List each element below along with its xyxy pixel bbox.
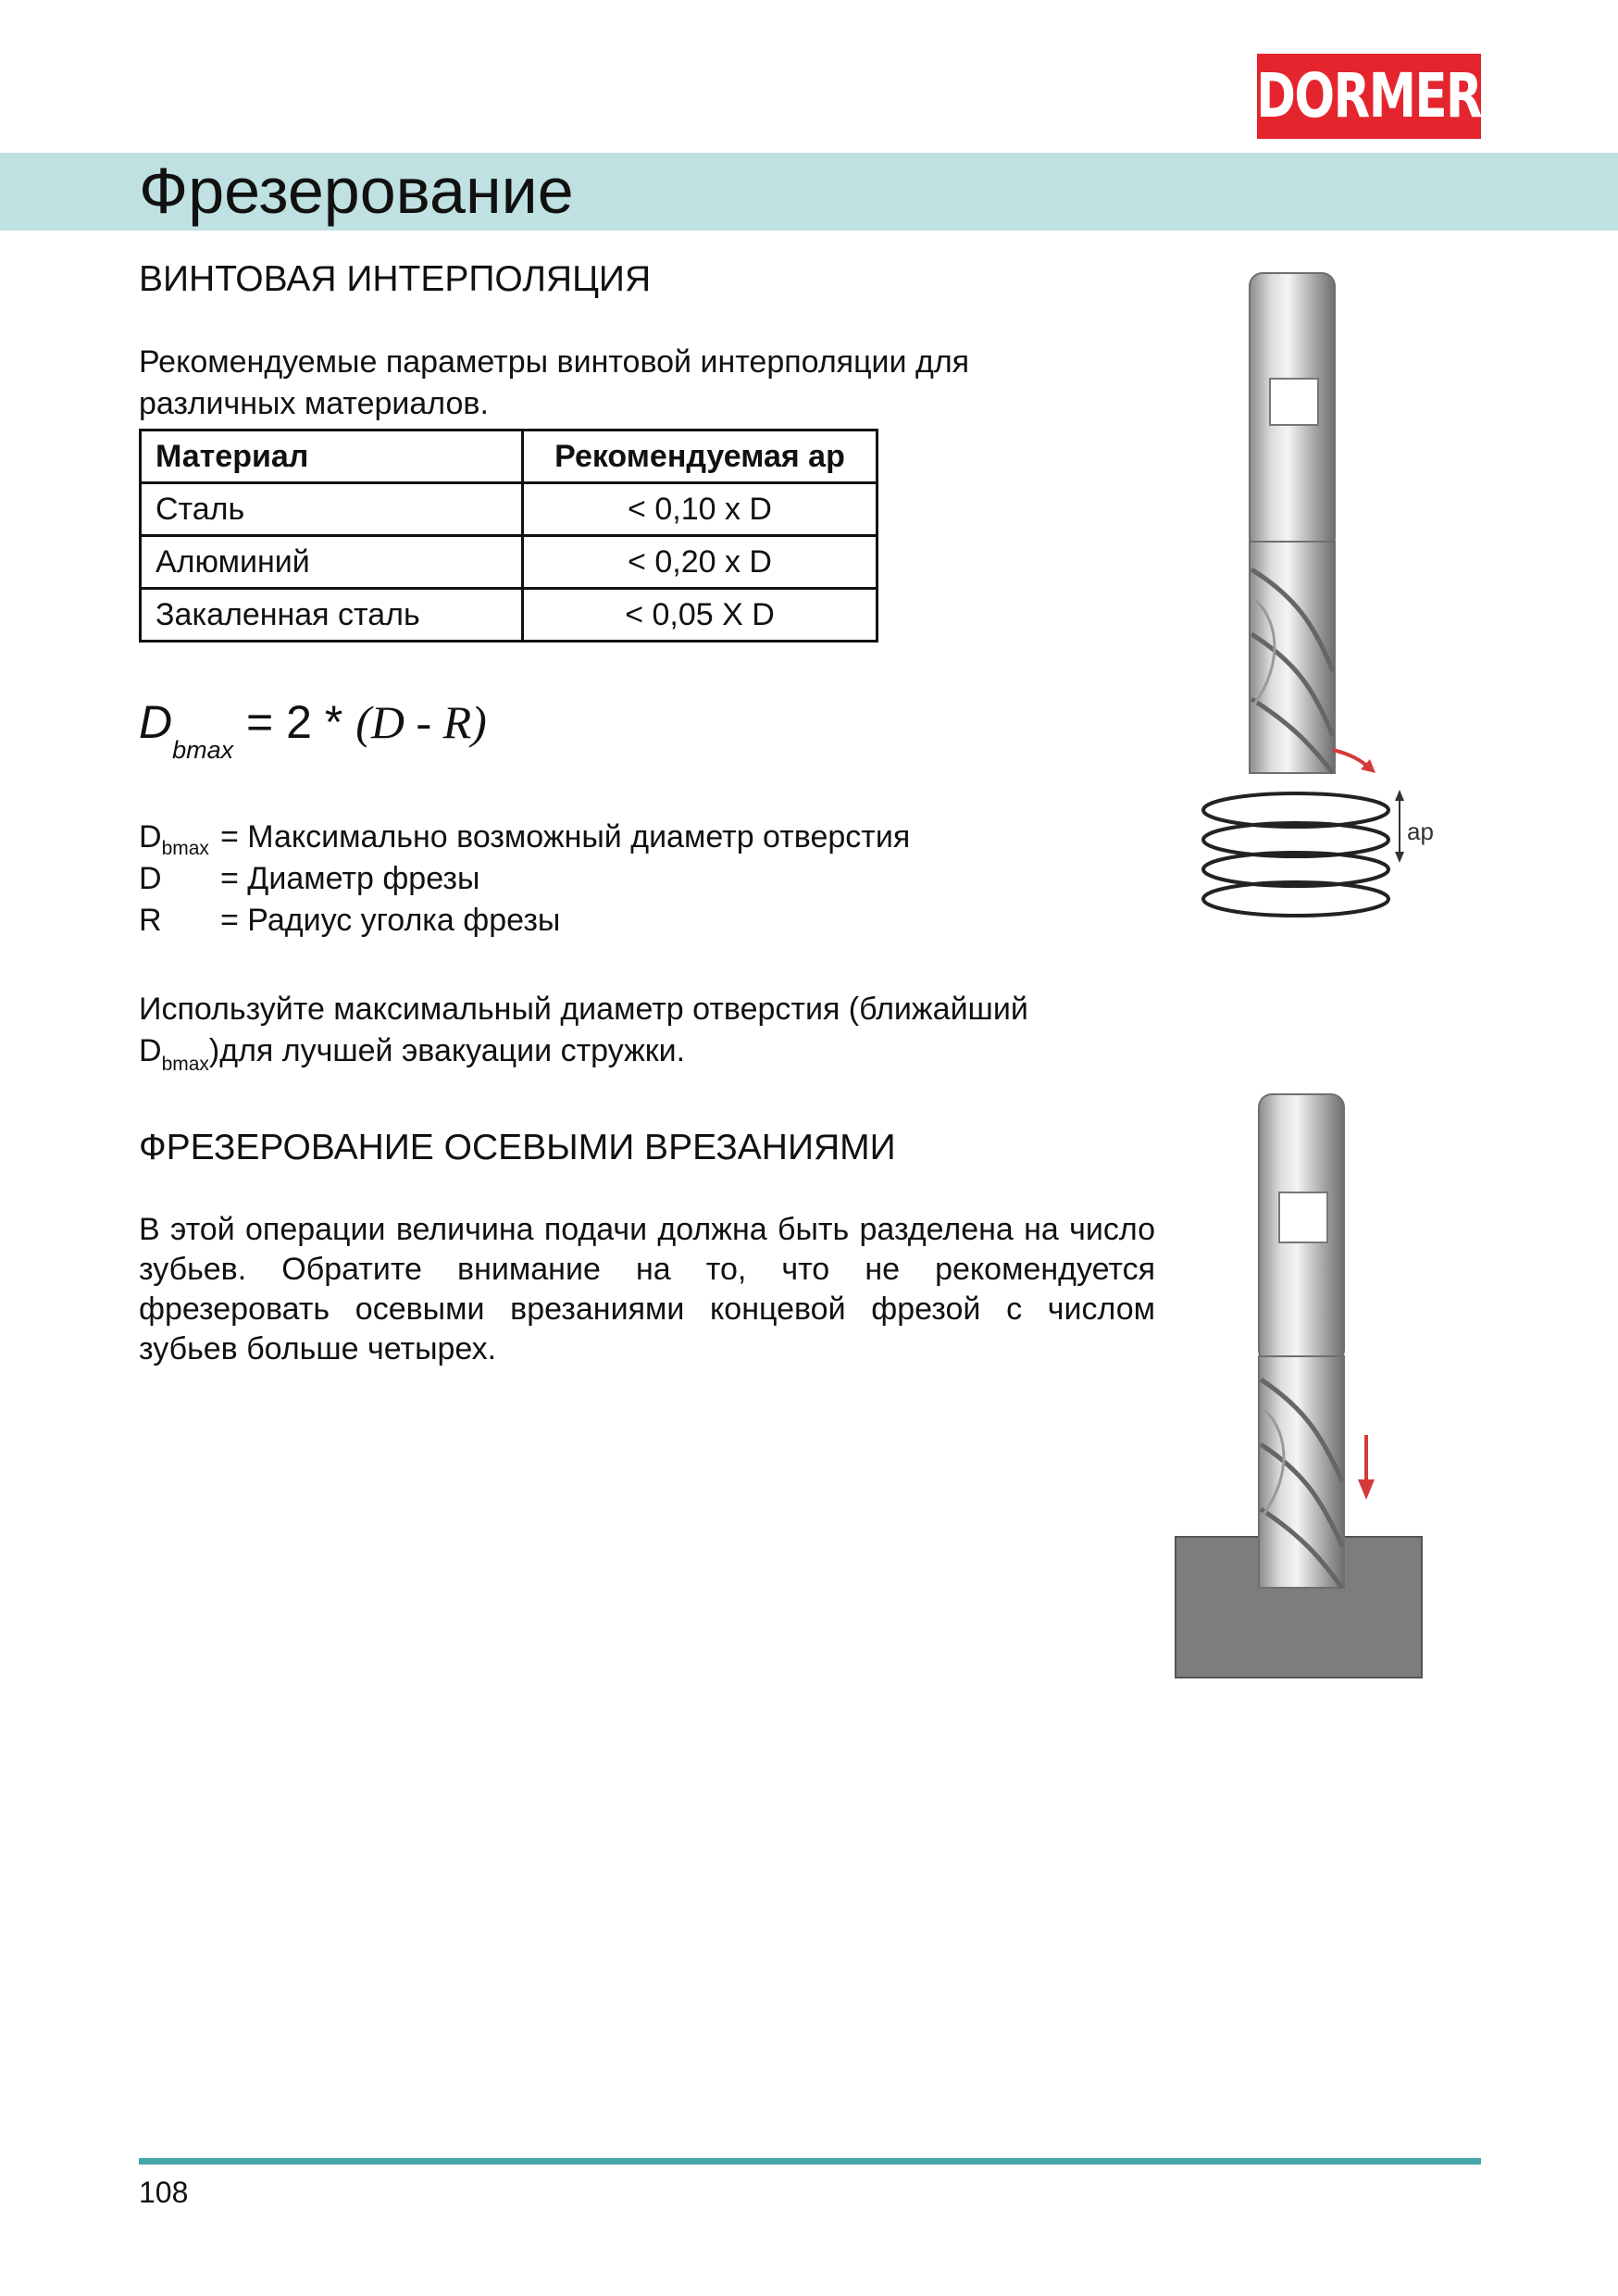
intro-paragraph: Рекомендуемые параметры винтовой интерполяции для различных материалов. xyxy=(139,344,970,421)
legend-row xyxy=(139,858,479,900)
usage-text-part1: Используйте максимальный диаметр отверстия (ближайший xyxy=(139,992,1028,1027)
formula-lhs: D xyxy=(139,696,173,748)
table-cell-material: Сталь xyxy=(141,483,523,536)
table-cell-ap: < 0,20 x D xyxy=(523,536,877,589)
ap-label: ap xyxy=(1407,817,1434,845)
section-title-plunge: ФРЕЗЕРОВАНИЕ ОСЕВЫМИ ВРЕЗАНИЯМИ xyxy=(139,1128,896,1167)
parameters-table xyxy=(139,429,878,643)
page-title: Фрезерование xyxy=(139,155,574,227)
plunge-milling-figure xyxy=(1174,1083,1425,1680)
formula xyxy=(139,690,487,782)
table-row xyxy=(141,536,877,589)
table-cell-material: Закаленная сталь xyxy=(141,589,523,642)
helical-interpolation-figure xyxy=(1194,264,1467,930)
table-header-ap: Рекомендуемая ap xyxy=(523,430,877,483)
legend-row xyxy=(139,900,560,942)
legend-symbol: D xyxy=(139,861,162,896)
table-row xyxy=(141,589,877,642)
usage-symbol: D xyxy=(139,1033,162,1068)
table-cell-ap: < 0,10 x D xyxy=(523,483,877,536)
table-cell-ap: < 0,05 X D xyxy=(523,589,877,642)
dormer-logo xyxy=(1257,54,1481,139)
section-title-helical: ВИНТОВАЯ ИНТЕРПОЛЯЦИЯ xyxy=(139,259,652,299)
formula-rhs: = 2 * xyxy=(246,696,356,748)
footer-rule xyxy=(139,2158,1481,2165)
table-header-material: Материал xyxy=(141,430,523,483)
formula-lhs-sub: bmax xyxy=(172,736,234,764)
legend-symbol: $D_{bmax}$ xyxy=(139,819,209,859)
table-row xyxy=(141,483,877,536)
legend-text: = Максимально возможный диаметр отверстия xyxy=(220,819,911,855)
formula-expression: (D - R) xyxy=(355,696,487,748)
legend-text: = Радиус уголка фрезы xyxy=(220,903,561,938)
usage-symbol-sub: bmax xyxy=(161,1054,209,1075)
logo-text: DORMER xyxy=(1256,60,1482,131)
page-number: 108 xyxy=(139,2176,189,2209)
table-header-row xyxy=(141,430,877,483)
plunge-paragraph: В этой операции величина подачи должна быть разделена на число зубьев. Обратите внимание на то, что не рекомендуется фрезеровать осевыми врезаниями концевой фрезой с числом зубьев больше четырех. xyxy=(139,1212,1155,1366)
usage-note xyxy=(139,989,1157,1085)
legend-text: = Диаметр фрезы xyxy=(220,861,480,896)
legend-symbol: R xyxy=(139,903,162,938)
usage-text-part2: )для лучшей эвакуации стружки. xyxy=(208,1033,686,1068)
table-cell-material: Алюминий xyxy=(141,536,523,589)
